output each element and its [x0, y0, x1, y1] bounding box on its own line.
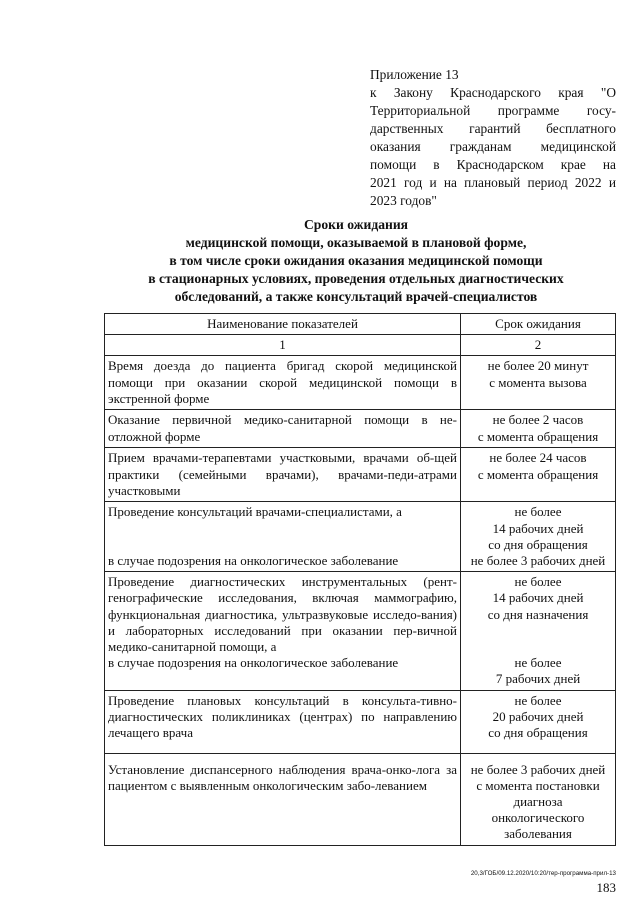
- term-line: со дня обращения: [488, 725, 588, 741]
- term-line: не более: [514, 692, 562, 708]
- row-term: [461, 572, 616, 690]
- column-number-row: [105, 335, 616, 356]
- column-number: 1: [105, 335, 461, 356]
- row-name: Прием врачами-терапевтами участковыми, врачами об-щей практики (семейными врачами), врачами-педи-атрами участковыми: [105, 448, 461, 502]
- term-line: заболевания: [504, 826, 572, 842]
- table-row: [105, 448, 616, 502]
- term-line: не более 20 минут: [487, 358, 589, 374]
- term-line: с момента вызова: [489, 374, 587, 390]
- term-line: со дня обращения: [488, 536, 588, 552]
- row-name: Время доезда до пациента бригад скорой медицинской помощи при оказании скорой медицинской помощи в экстренной форме: [105, 356, 461, 410]
- table-row: [105, 356, 616, 410]
- term-line: не более 24 часов: [489, 450, 587, 466]
- row-name-part: Проведение консультаций врачами-специалистами, а: [108, 504, 402, 520]
- table-header-row: [105, 314, 616, 335]
- row-name-part: в случае подозрения на онкологическое заболевание: [108, 655, 399, 671]
- term-line: не более: [514, 655, 562, 671]
- term-line: онкологического: [491, 810, 585, 826]
- term-line: диагноза: [513, 794, 563, 810]
- table-row: [105, 753, 616, 845]
- appendix-line: Приложение 13: [370, 67, 459, 82]
- row-name: Оказание первичной медико-санитарной помощи в не-отложной форме: [105, 410, 461, 448]
- appendix-line: 2023 годов": [370, 193, 437, 208]
- appendix-line: к Закону Краснодарского края "О: [370, 85, 616, 100]
- row-name: [105, 572, 461, 690]
- term-line: не более: [514, 504, 562, 520]
- row-name: Проведение плановых консультаций в консульта-тивно-диагностических поликлиниках (центрах) по направлению лечащего врача: [105, 690, 461, 753]
- title-line: в том числе сроки ожидания оказания медицинской помощи: [169, 253, 543, 268]
- term-line: не более: [514, 574, 562, 590]
- term-line: с момента обращения: [477, 428, 599, 444]
- table-row: [105, 410, 616, 448]
- appendix-line: помощи в Краснодарском крае на: [370, 157, 616, 172]
- row-name: [105, 502, 461, 572]
- row-term: [461, 356, 616, 410]
- page-number: 183: [596, 880, 616, 895]
- row-name-part: Проведение диагностических инструментальных (рент-генографические исследования, включая маммографию, функциональная диагностика, ультразвуковые исследо-вания) и лабораторных исследований при оказании пер-вичной медико-санитарной помощи, а: [108, 574, 457, 655]
- row-term: [461, 690, 616, 753]
- row-term: [461, 448, 616, 502]
- row-name: Установление диспансерного наблюдения врача-онко-лога за пациентом с выявленным онкологическим забо-леванием: [105, 753, 461, 845]
- term-line: 7 рабочих дней: [495, 671, 581, 687]
- document-title: [96, 216, 616, 306]
- appendix-line: 2021 год и на плановый период 2022 и: [370, 175, 616, 190]
- row-term: [461, 502, 616, 572]
- title-line: в стационарных условиях, проведения отдельных диагностических: [148, 271, 564, 286]
- appendix-line: оказания гражданам медицинской: [370, 139, 616, 154]
- title-line: Сроки ожидания: [303, 217, 409, 232]
- waiting-times-table: [104, 313, 616, 846]
- header-indicator-name: Наименование показателей: [105, 314, 461, 335]
- table-row: [105, 572, 616, 690]
- term-line: не более 3 рабочих дней: [470, 761, 606, 777]
- table-row: [105, 502, 616, 572]
- term-line: 14 рабочих дней: [492, 590, 584, 606]
- title-line: обследований, а также консультаций врачей-специалистов: [174, 289, 538, 304]
- row-term: [461, 753, 616, 845]
- column-number: 2: [461, 335, 616, 356]
- table-row: [105, 690, 616, 753]
- term-line: с момента обращения: [477, 466, 599, 482]
- term-line: с момента постановки: [476, 777, 600, 793]
- row-term: [461, 410, 616, 448]
- document-code: 20,3/ГОБ/09.12.2020/10:20/тер-программа-прил-13: [470, 870, 616, 877]
- appendix-line: Территориальной программе госу-: [370, 103, 616, 118]
- term-line: не более 3 рабочих дней: [470, 553, 606, 569]
- title-line: медицинской помощи, оказываемой в плановой форме,: [185, 235, 527, 250]
- row-name-part: в случае подозрения на онкологическое заболевание: [108, 553, 399, 568]
- term-line: 20 рабочих дней: [492, 708, 584, 724]
- appendix-line: дарственных гарантий бесплатного: [370, 121, 616, 136]
- appendix-header: [370, 66, 616, 210]
- term-line: не более 2 часов: [492, 412, 584, 428]
- term-line: 14 рабочих дней: [492, 520, 584, 536]
- header-waiting-term: Срок ожидания: [461, 314, 616, 335]
- term-line: со дня назначения: [487, 606, 589, 622]
